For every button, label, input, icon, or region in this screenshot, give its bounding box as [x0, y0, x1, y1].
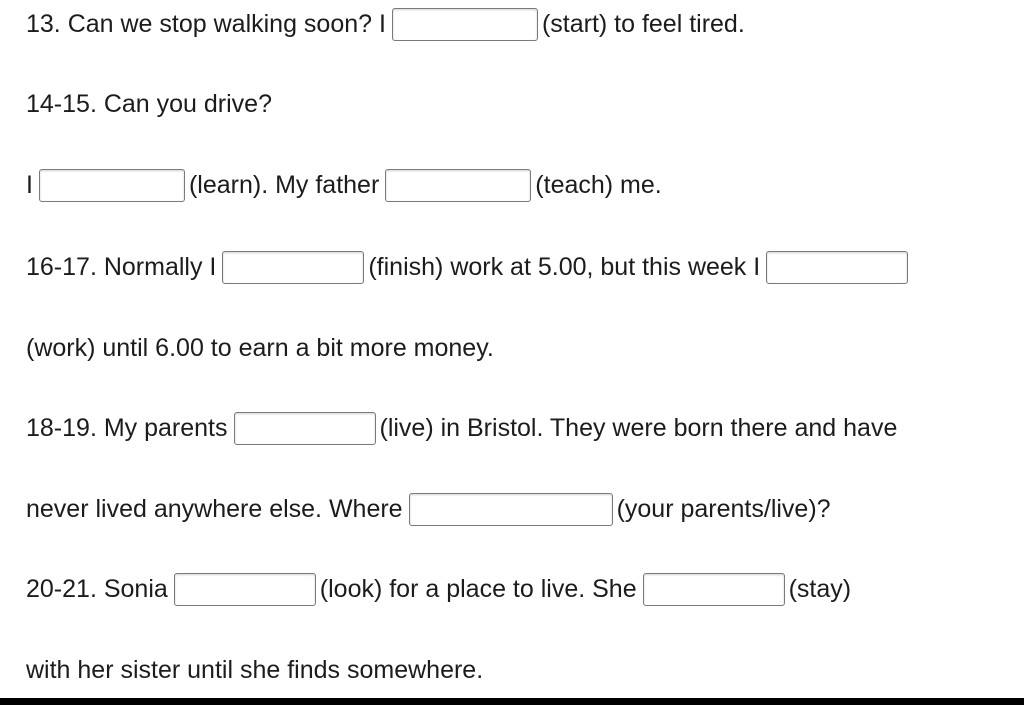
question-21-continuation-text: with her sister until she finds somewhere. — [26, 656, 484, 684]
answer-21-input[interactable] — [643, 573, 785, 606]
question-21-continuation — [26, 652, 483, 688]
question-18-text: 18-19. My parents — [26, 414, 228, 442]
answer-13-input[interactable] — [392, 8, 538, 41]
answer-20-input[interactable] — [174, 573, 316, 606]
question-13-line — [26, 6, 745, 42]
answer-16-input[interactable] — [222, 251, 364, 284]
question-14-15-line — [26, 167, 662, 203]
answer-15-input[interactable] — [385, 169, 531, 202]
answer-17-input[interactable] — [766, 251, 908, 284]
question-18-19-line — [26, 410, 897, 446]
question-21-hint: (stay) — [788, 575, 852, 603]
question-18-hint: (live) in Bristol. They were born there and have — [379, 414, 898, 442]
question-17-hint: (work) until 6.00 to earn a bit more money. — [26, 334, 494, 362]
question-15-hint: (teach) me. — [535, 171, 662, 199]
question-17-continuation — [26, 330, 494, 366]
question-20-hint: (look) for a place to live. She — [319, 575, 637, 603]
question-14-15-heading — [26, 86, 272, 122]
question-20-text: 20-21. Sonia — [26, 575, 168, 603]
bottom-edge-bar — [0, 698, 1024, 705]
question-14-hint: (learn). My father — [188, 171, 380, 199]
question-16-text: 16-17. Normally I — [26, 253, 217, 281]
question-14-text: I — [26, 171, 33, 199]
question-13-hint: (start) to feel tired. — [541, 10, 745, 38]
question-19-hint: (your parents/live)? — [616, 495, 831, 523]
question-20-21-line — [26, 571, 851, 607]
question-13-text: 13. Can we stop walking soon? I — [26, 10, 386, 38]
question-16-17-line — [26, 249, 912, 285]
question-19-line — [26, 491, 831, 527]
answer-18-input[interactable] — [234, 412, 376, 445]
question-14-15-heading-text: 14-15. Can you drive? — [26, 90, 272, 118]
answer-19-input[interactable] — [409, 493, 613, 526]
answer-14-input[interactable] — [39, 169, 185, 202]
question-19-text: never lived anywhere else. Where — [26, 495, 403, 523]
question-16-hint: (finish) work at 5.00, but this week I — [368, 253, 761, 281]
